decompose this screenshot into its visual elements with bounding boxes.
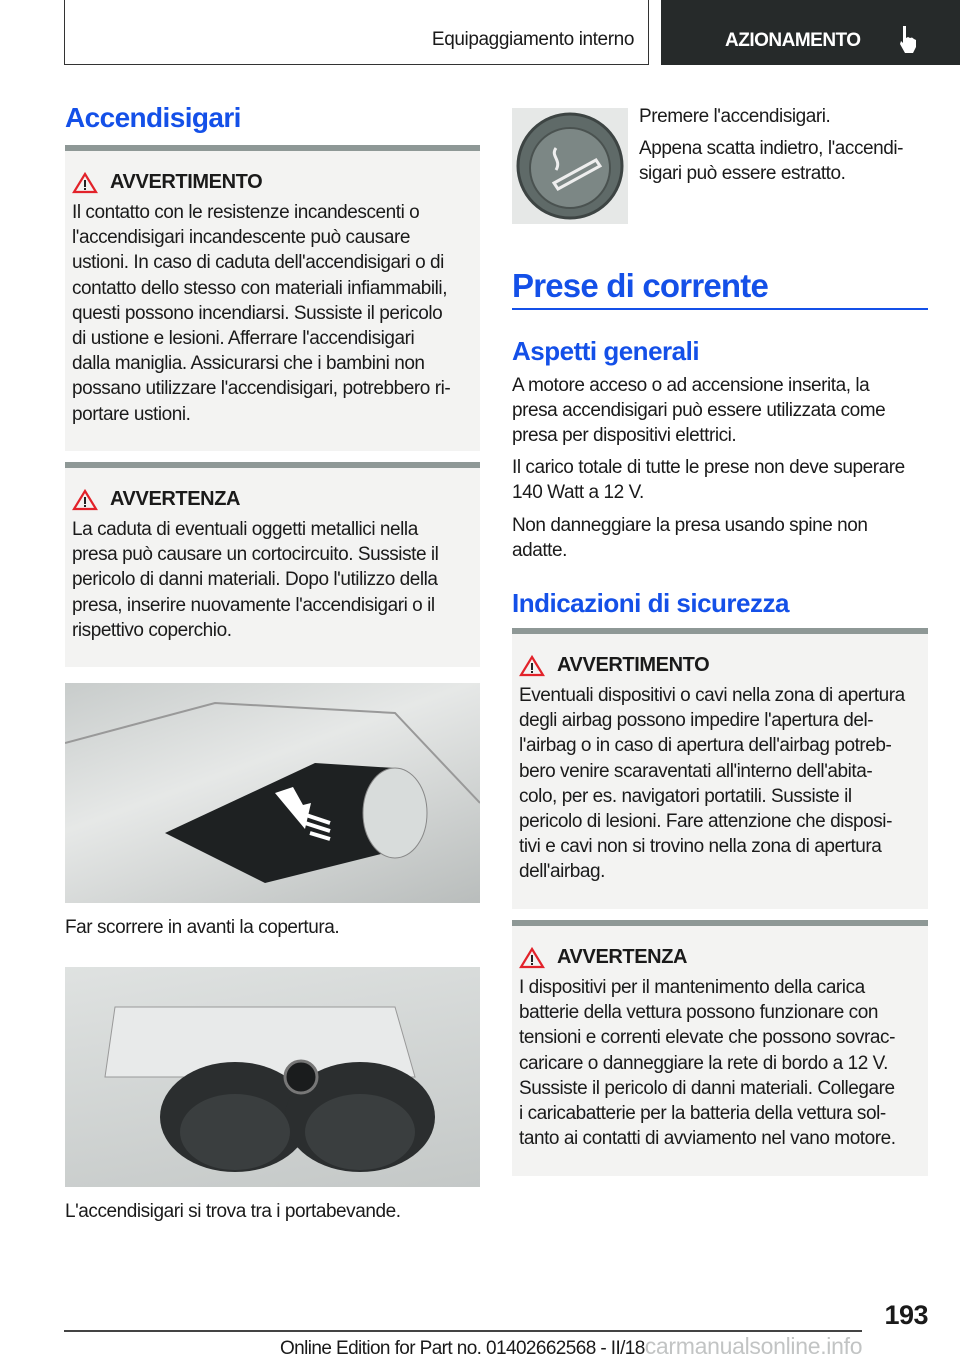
header-chapter-title: AZIONAMENTO bbox=[725, 30, 861, 51]
caution-text: La caduta di eventuali oggetti metallici nella presa può causare un cortocircuito. Sussiste il pericolo di danni materiali. Dopo l'utilizzo della presa, inserire nuovamente l'accendisigari o il rispettivo coperchio. bbox=[72, 519, 439, 641]
image-caption: Far scorrere in avanti la copertura. bbox=[65, 917, 340, 938]
edition-text: Online Edition for Part no. 01402662568 - II/18 bbox=[280, 1338, 645, 1359]
image-caption: L'accendisigari si trova tra i portabevande. bbox=[65, 1201, 401, 1222]
watermark: carmanualsonline.info bbox=[644, 1333, 863, 1359]
cigarette-lighter-image bbox=[512, 108, 628, 224]
step-text: Appena scatta indietro, l'accendi- sigari può essere estratto. bbox=[639, 138, 903, 185]
title-underline bbox=[512, 308, 928, 310]
warning-triangle-icon bbox=[72, 172, 98, 194]
cupholders-image bbox=[65, 967, 480, 1187]
header-chapter-tab[interactable] bbox=[661, 0, 960, 65]
warning-triangle-icon bbox=[72, 489, 98, 511]
page-number: 193 bbox=[884, 1300, 928, 1330]
warning-text: Il contatto con le resistenze incandescenti o l'accendisigari incandescente può causare ustioni. In caso di caduta dell'accendisigari o di contatto dello stesso con materiali infiammabili, questi possono incendiarsi. Sussiste il pericolo di ustione e lesioni. Afferrare l'accendisigari dalla maniglia. Assicurarsi che i bambini non possano utilizzare l'accendisigari, potrebbero ri- portare ustioni. bbox=[72, 202, 451, 425]
pointing-hand-icon bbox=[897, 25, 919, 53]
warning-text: Eventuali dispositivi o cavi nella zona di apertura degli airbag possono impedire l'apertura del- l'airbag o in caso di apertura dell'airbag potreb- bero venire scaraventati all'interno dell'abita- colo, per es. navigatori portatili. Sussiste il pericolo di lesioni. Fare attenzione che disposi- tivi e cavi non si trovino nella zona di apertura dell'airbag. bbox=[519, 685, 905, 883]
subsection-title: Indicazioni di sicurezza bbox=[512, 588, 789, 618]
header-section-box bbox=[64, 0, 649, 65]
caution-box bbox=[65, 462, 480, 667]
caution-label: AVVERTENZA bbox=[110, 488, 241, 510]
step-text: Premere l'accendisigari. bbox=[639, 106, 831, 127]
warning-label: AVVERTIMENTO bbox=[110, 171, 263, 193]
warning-box bbox=[512, 628, 928, 909]
footer-rule bbox=[64, 1330, 862, 1332]
warning-triangle-icon bbox=[519, 655, 545, 677]
subsection-title: Aspetti generali bbox=[512, 336, 700, 366]
paragraph: Il carico totale di tutte le prese non deve superare 140 Watt a 12 V. bbox=[512, 457, 905, 504]
section-title-prese: Prese di corrente bbox=[512, 267, 769, 304]
paragraph: Non danneggiare la presa usando spine non adatte. bbox=[512, 515, 868, 562]
header-section-title: Equipaggiamento interno bbox=[431, 29, 634, 50]
center-console-cover-image bbox=[65, 683, 480, 903]
caution-text: I dispositivi per il mantenimento della carica batterie della vettura possono funzionare con tensioni e correnti elevate che possono sovrac- caricare o danneggiare la rete di bordo a 12 V. Sussiste il pericolo di danni materiali. Collegare i caricabatterie per la batteria della vettura sol- tanto ai contatti di avviamento nel vano motore. bbox=[519, 977, 896, 1150]
paragraph: A motore acceso o ad accensione inserita, la presa accendisigari può essere utilizzata come presa per dispositivi elettrici. bbox=[512, 375, 886, 447]
section-title-accendisigari: Accendisigari bbox=[65, 102, 241, 133]
caution-label: AVVERTENZA bbox=[557, 946, 688, 968]
warning-label: AVVERTIMENTO bbox=[557, 654, 710, 676]
warning-triangle-icon bbox=[519, 947, 545, 969]
footer-edition bbox=[280, 1333, 862, 1360]
warning-box bbox=[65, 145, 480, 451]
caution-box bbox=[512, 920, 928, 1176]
